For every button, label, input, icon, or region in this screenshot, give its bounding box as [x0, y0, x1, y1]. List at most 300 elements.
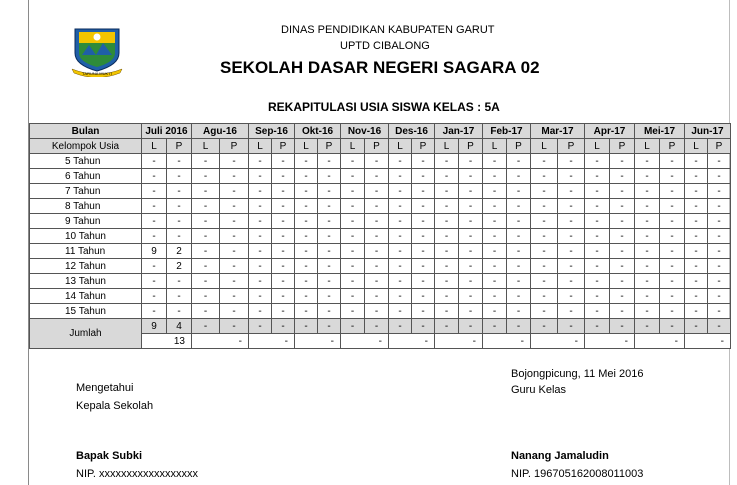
table-cell: -: [295, 289, 318, 304]
table-cell: -: [708, 259, 731, 274]
principal-name: Bapak Subki: [76, 450, 143, 462]
table-cell: -: [507, 274, 531, 289]
total-lp-cell: -: [192, 319, 220, 334]
total-month-cell: -: [389, 334, 435, 349]
total-lp-cell: -: [272, 319, 295, 334]
gender-l-header: L: [531, 139, 558, 154]
table-cell: -: [708, 304, 731, 319]
table-cell: -: [318, 214, 341, 229]
table-cell: -: [249, 199, 272, 214]
gender-l-header: L: [249, 139, 272, 154]
table-cell: -: [685, 244, 708, 259]
table-cell: -: [318, 154, 341, 169]
table-cell: -: [635, 229, 660, 244]
table-cell: -: [249, 214, 272, 229]
table-cell: -: [435, 214, 459, 229]
total-lp-cell: 9: [142, 319, 167, 334]
table-cell: -: [708, 214, 731, 229]
table-cell: -: [435, 154, 459, 169]
table-cell: -: [635, 259, 660, 274]
table-cell: -: [220, 304, 249, 319]
table-row: [30, 244, 731, 259]
table-cell: -: [142, 274, 167, 289]
table-cell: -: [610, 304, 635, 319]
table-cell: -: [272, 289, 295, 304]
table-cell: -: [272, 229, 295, 244]
table-cell: -: [585, 244, 610, 259]
gender-p-header: P: [220, 139, 249, 154]
table-cell: -: [459, 289, 483, 304]
table-cell: -: [660, 304, 685, 319]
table-cell: -: [531, 274, 558, 289]
table-cell: -: [220, 259, 249, 274]
table-cell: -: [610, 214, 635, 229]
table-cell: -: [459, 154, 483, 169]
table-cell: -: [365, 169, 389, 184]
table-cell: -: [685, 259, 708, 274]
corner-label: Bulan: [30, 124, 142, 139]
total-lp-cell: -: [558, 319, 585, 334]
table-cell: -: [295, 184, 318, 199]
table-cell: -: [507, 154, 531, 169]
table-cell: -: [558, 304, 585, 319]
age-label: 11 Tahun: [30, 244, 142, 259]
table-cell: -: [708, 289, 731, 304]
school-name: SEKOLAH DASAR NEGERI SAGARA 02: [220, 58, 540, 77]
table-cell: -: [249, 304, 272, 319]
table-cell: -: [272, 184, 295, 199]
table-cell: -: [272, 304, 295, 319]
table-cell: -: [192, 184, 220, 199]
table-cell: -: [142, 214, 167, 229]
table-cell: -: [341, 154, 365, 169]
table-cell: -: [660, 154, 685, 169]
month-header: Feb-17: [483, 124, 531, 139]
total-lp-cell: -: [660, 319, 685, 334]
gender-header-row: [30, 139, 731, 154]
total-month-cell: -: [531, 334, 585, 349]
table-cell: -: [272, 154, 295, 169]
total-month-cell: -: [341, 334, 389, 349]
table-cell: -: [435, 259, 459, 274]
age-label: 12 Tahun: [30, 259, 142, 274]
table-cell: -: [318, 199, 341, 214]
month-header: Apr-17: [585, 124, 635, 139]
table-cell: -: [531, 169, 558, 184]
age-group-label: Kelompok Usia: [30, 139, 142, 154]
table-cell: -: [142, 184, 167, 199]
table-cell: -: [272, 274, 295, 289]
table-cell: -: [220, 214, 249, 229]
table-cell: -: [272, 244, 295, 259]
table-cell: -: [295, 199, 318, 214]
table-cell: -: [435, 244, 459, 259]
table-cell: -: [365, 214, 389, 229]
age-label: 8 Tahun: [30, 199, 142, 214]
table-cell: -: [249, 169, 272, 184]
table-cell: -: [412, 304, 435, 319]
total-month-cell: -: [249, 334, 295, 349]
table-cell: -: [167, 289, 192, 304]
table-cell: -: [389, 199, 412, 214]
age-label: 9 Tahun: [30, 214, 142, 229]
gender-l-header: L: [635, 139, 660, 154]
table-row: [30, 304, 731, 319]
table-cell: -: [483, 199, 507, 214]
agency-name: DINAS PENDIDIKAN KABUPATEN GARUT: [281, 24, 495, 36]
table-cell: -: [459, 244, 483, 259]
table-cell: -: [192, 304, 220, 319]
table-cell: -: [412, 289, 435, 304]
total-month-cell: -: [192, 334, 249, 349]
age-label: 10 Tahun: [30, 229, 142, 244]
table-cell: -: [435, 274, 459, 289]
total-lp-cell: -: [610, 319, 635, 334]
table-cell: -: [708, 229, 731, 244]
month-header: Des-16: [389, 124, 435, 139]
table-cell: -: [295, 154, 318, 169]
table-cell: -: [708, 199, 731, 214]
table-cell: -: [660, 169, 685, 184]
total-month-cell: -: [295, 334, 341, 349]
table-cell: -: [295, 259, 318, 274]
month-header: Okt-16: [295, 124, 341, 139]
table-cell: -: [610, 154, 635, 169]
table-cell: -: [660, 199, 685, 214]
table-cell: -: [220, 274, 249, 289]
table-cell: -: [483, 154, 507, 169]
gender-p-header: P: [660, 139, 685, 154]
total-lp-cell: -: [685, 319, 708, 334]
table-cell: -: [389, 229, 412, 244]
table-cell: -: [685, 169, 708, 184]
table-row: [30, 229, 731, 244]
table-cell: -: [249, 229, 272, 244]
gender-p-header: P: [318, 139, 341, 154]
table-cell: -: [459, 259, 483, 274]
age-label: 7 Tahun: [30, 184, 142, 199]
gender-l-header: L: [142, 139, 167, 154]
age-label: 5 Tahun: [30, 154, 142, 169]
table-cell: -: [341, 169, 365, 184]
table-cell: -: [295, 229, 318, 244]
month-header: Juli 2016: [142, 124, 192, 139]
table-cell: -: [585, 184, 610, 199]
age-label: 6 Tahun: [30, 169, 142, 184]
table-cell: -: [660, 274, 685, 289]
table-cell: -: [610, 169, 635, 184]
table-cell: -: [635, 199, 660, 214]
table-cell: -: [708, 154, 731, 169]
table-cell: -: [412, 259, 435, 274]
table-cell: -: [142, 199, 167, 214]
table-cell: -: [635, 184, 660, 199]
total-lp-cell: -: [295, 319, 318, 334]
table-cell: -: [389, 289, 412, 304]
table-cell: -: [558, 154, 585, 169]
table-cell: -: [412, 229, 435, 244]
table-cell: -: [192, 229, 220, 244]
table-cell: -: [685, 229, 708, 244]
gender-l-header: L: [389, 139, 412, 154]
table-cell: -: [685, 199, 708, 214]
age-label: 15 Tahun: [30, 304, 142, 319]
table-cell: -: [507, 169, 531, 184]
table-cell: -: [531, 259, 558, 274]
table-cell: -: [585, 304, 610, 319]
gender-p-header: P: [507, 139, 531, 154]
age-label: 13 Tahun: [30, 274, 142, 289]
table-cell: -: [558, 199, 585, 214]
table-cell: -: [585, 289, 610, 304]
table-row: [30, 199, 731, 214]
table-cell: -: [389, 184, 412, 199]
table-cell: -: [483, 169, 507, 184]
table-cell: -: [142, 259, 167, 274]
table-cell: -: [272, 199, 295, 214]
garut-regency-logo: [70, 25, 124, 77]
table-cell: -: [192, 154, 220, 169]
gender-p-header: P: [272, 139, 295, 154]
table-cell: -: [192, 214, 220, 229]
table-cell: -: [610, 244, 635, 259]
table-cell: -: [708, 274, 731, 289]
gender-p-header: P: [558, 139, 585, 154]
table-row: [30, 214, 731, 229]
table-cell: -: [318, 259, 341, 274]
table-cell: -: [142, 229, 167, 244]
table-cell: -: [635, 244, 660, 259]
total-lp-cell: -: [708, 319, 731, 334]
table-row: [30, 274, 731, 289]
table-cell: -: [558, 214, 585, 229]
table-cell: -: [435, 289, 459, 304]
table-cell: -: [249, 274, 272, 289]
table-cell: -: [318, 229, 341, 244]
table-cell: -: [249, 154, 272, 169]
table-cell: -: [459, 274, 483, 289]
table-cell: -: [558, 184, 585, 199]
table-cell: -: [341, 244, 365, 259]
table-cell: -: [192, 169, 220, 184]
gender-p-header: P: [459, 139, 483, 154]
gender-p-header: P: [610, 139, 635, 154]
table-cell: -: [412, 274, 435, 289]
table-cell: -: [365, 304, 389, 319]
table-cell: -: [435, 199, 459, 214]
table-cell: -: [660, 244, 685, 259]
known-label: Mengetahui: [76, 382, 134, 394]
table-cell: -: [365, 199, 389, 214]
table-cell: -: [685, 304, 708, 319]
table-cell: -: [295, 304, 318, 319]
table-cell: -: [558, 259, 585, 274]
table-cell: -: [412, 184, 435, 199]
table-cell: -: [660, 229, 685, 244]
table-cell: -: [167, 169, 192, 184]
table-cell: -: [220, 199, 249, 214]
month-header-row: [30, 124, 731, 139]
logo-motto-text: TARUNA MUKTI: [82, 71, 112, 76]
table-cell: -: [142, 289, 167, 304]
table-cell: -: [685, 154, 708, 169]
table-cell: -: [459, 304, 483, 319]
table-cell: -: [610, 259, 635, 274]
table-cell: -: [220, 169, 249, 184]
table-cell: -: [389, 169, 412, 184]
table-cell: -: [341, 259, 365, 274]
table-cell: -: [483, 274, 507, 289]
total-lp-cell: -: [435, 319, 459, 334]
total-lp-cell: -: [220, 319, 249, 334]
table-cell: -: [459, 214, 483, 229]
total-month-cell: -: [435, 334, 483, 349]
table-cell: -: [531, 304, 558, 319]
table-cell: -: [459, 199, 483, 214]
table-cell: -: [192, 289, 220, 304]
total-lp-cell: -: [249, 319, 272, 334]
table-cell: -: [318, 169, 341, 184]
table-cell: -: [389, 274, 412, 289]
table-cell: -: [531, 199, 558, 214]
table-cell: -: [389, 244, 412, 259]
table-cell: -: [531, 229, 558, 244]
table-cell: -: [220, 289, 249, 304]
table-cell: -: [167, 274, 192, 289]
table-row: [30, 184, 731, 199]
table-cell: -: [483, 214, 507, 229]
total-lp-cell: -: [507, 319, 531, 334]
gender-p-header: P: [167, 139, 192, 154]
total-lp-cell: -: [483, 319, 507, 334]
table-cell: -: [192, 244, 220, 259]
table-cell: -: [507, 214, 531, 229]
table-cell: -: [507, 259, 531, 274]
table-cell: -: [660, 259, 685, 274]
table-cell: -: [142, 154, 167, 169]
table-cell: -: [459, 229, 483, 244]
table-cell: -: [483, 304, 507, 319]
table-cell: -: [635, 289, 660, 304]
table-cell: -: [507, 184, 531, 199]
table-cell: -: [483, 184, 507, 199]
unit-name: UPTD CIBALONG: [340, 40, 430, 52]
table-cell: -: [389, 154, 412, 169]
table-cell: -: [167, 184, 192, 199]
table-cell: 2: [167, 244, 192, 259]
month-header: Sep-16: [249, 124, 295, 139]
table-cell: -: [365, 184, 389, 199]
table-cell: -: [318, 289, 341, 304]
table-cell: -: [635, 304, 660, 319]
table-cell: -: [507, 199, 531, 214]
table-cell: -: [167, 229, 192, 244]
table-cell: -: [610, 199, 635, 214]
table-cell: -: [341, 289, 365, 304]
table-cell: -: [220, 154, 249, 169]
total-month-cell: -: [685, 334, 731, 349]
report-title: REKAPITULASI USIA SISWA KELAS : 5A: [268, 100, 500, 114]
table-cell: -: [365, 259, 389, 274]
age-label: 14 Tahun: [30, 289, 142, 304]
principal-title: Kepala Sekolah: [76, 400, 154, 412]
table-cell: -: [412, 169, 435, 184]
table-cell: -: [412, 199, 435, 214]
table-cell: -: [142, 304, 167, 319]
table-cell: -: [585, 259, 610, 274]
table-cell: -: [585, 274, 610, 289]
month-header: Nov-16: [341, 124, 389, 139]
table-cell: -: [610, 274, 635, 289]
table-cell: -: [531, 244, 558, 259]
table-cell: -: [220, 244, 249, 259]
table-cell: -: [610, 184, 635, 199]
month-header: Mei-17: [635, 124, 685, 139]
table-cell: -: [295, 169, 318, 184]
table-cell: -: [708, 244, 731, 259]
total-month-cell: 13: [142, 334, 192, 349]
table-row: [30, 289, 731, 304]
totals-lp-row: [30, 319, 731, 334]
total-lp-cell: -: [389, 319, 412, 334]
gender-p-header: P: [412, 139, 435, 154]
table-cell: -: [507, 244, 531, 259]
total-lp-cell: -: [341, 319, 365, 334]
total-month-cell: -: [483, 334, 531, 349]
table-cell: -: [483, 259, 507, 274]
table-cell: -: [685, 289, 708, 304]
table-cell: -: [459, 169, 483, 184]
table-cell: -: [531, 214, 558, 229]
gender-l-header: L: [435, 139, 459, 154]
table-row: [30, 169, 731, 184]
table-cell: -: [412, 154, 435, 169]
table-cell: -: [341, 229, 365, 244]
table-cell: -: [272, 214, 295, 229]
table-cell: -: [610, 289, 635, 304]
gender-p-header: P: [708, 139, 731, 154]
total-lp-cell: -: [412, 319, 435, 334]
table-cell: -: [341, 199, 365, 214]
table-cell: -: [531, 154, 558, 169]
total-lp-cell: 4: [167, 319, 192, 334]
table-cell: -: [585, 199, 610, 214]
table-cell: -: [635, 274, 660, 289]
place-date: Bojongpicung, 11 Mei 2016: [511, 368, 644, 380]
table-cell: -: [318, 274, 341, 289]
table-cell: -: [167, 214, 192, 229]
table-cell: -: [585, 214, 610, 229]
gender-p-header: P: [365, 139, 389, 154]
table-cell: -: [708, 184, 731, 199]
table-cell: -: [167, 199, 192, 214]
table-cell: -: [318, 184, 341, 199]
table-cell: -: [435, 184, 459, 199]
table-cell: -: [558, 229, 585, 244]
table-cell: -: [558, 289, 585, 304]
table-cell: -: [142, 169, 167, 184]
table-cell: -: [295, 274, 318, 289]
table-cell: -: [295, 244, 318, 259]
total-label: Jumlah: [30, 319, 142, 349]
table-cell: -: [660, 214, 685, 229]
total-lp-cell: -: [365, 319, 389, 334]
table-cell: -: [318, 244, 341, 259]
table-cell: -: [585, 154, 610, 169]
table-cell: -: [192, 199, 220, 214]
age-recap-table: [29, 123, 731, 349]
total-lp-cell: -: [459, 319, 483, 334]
